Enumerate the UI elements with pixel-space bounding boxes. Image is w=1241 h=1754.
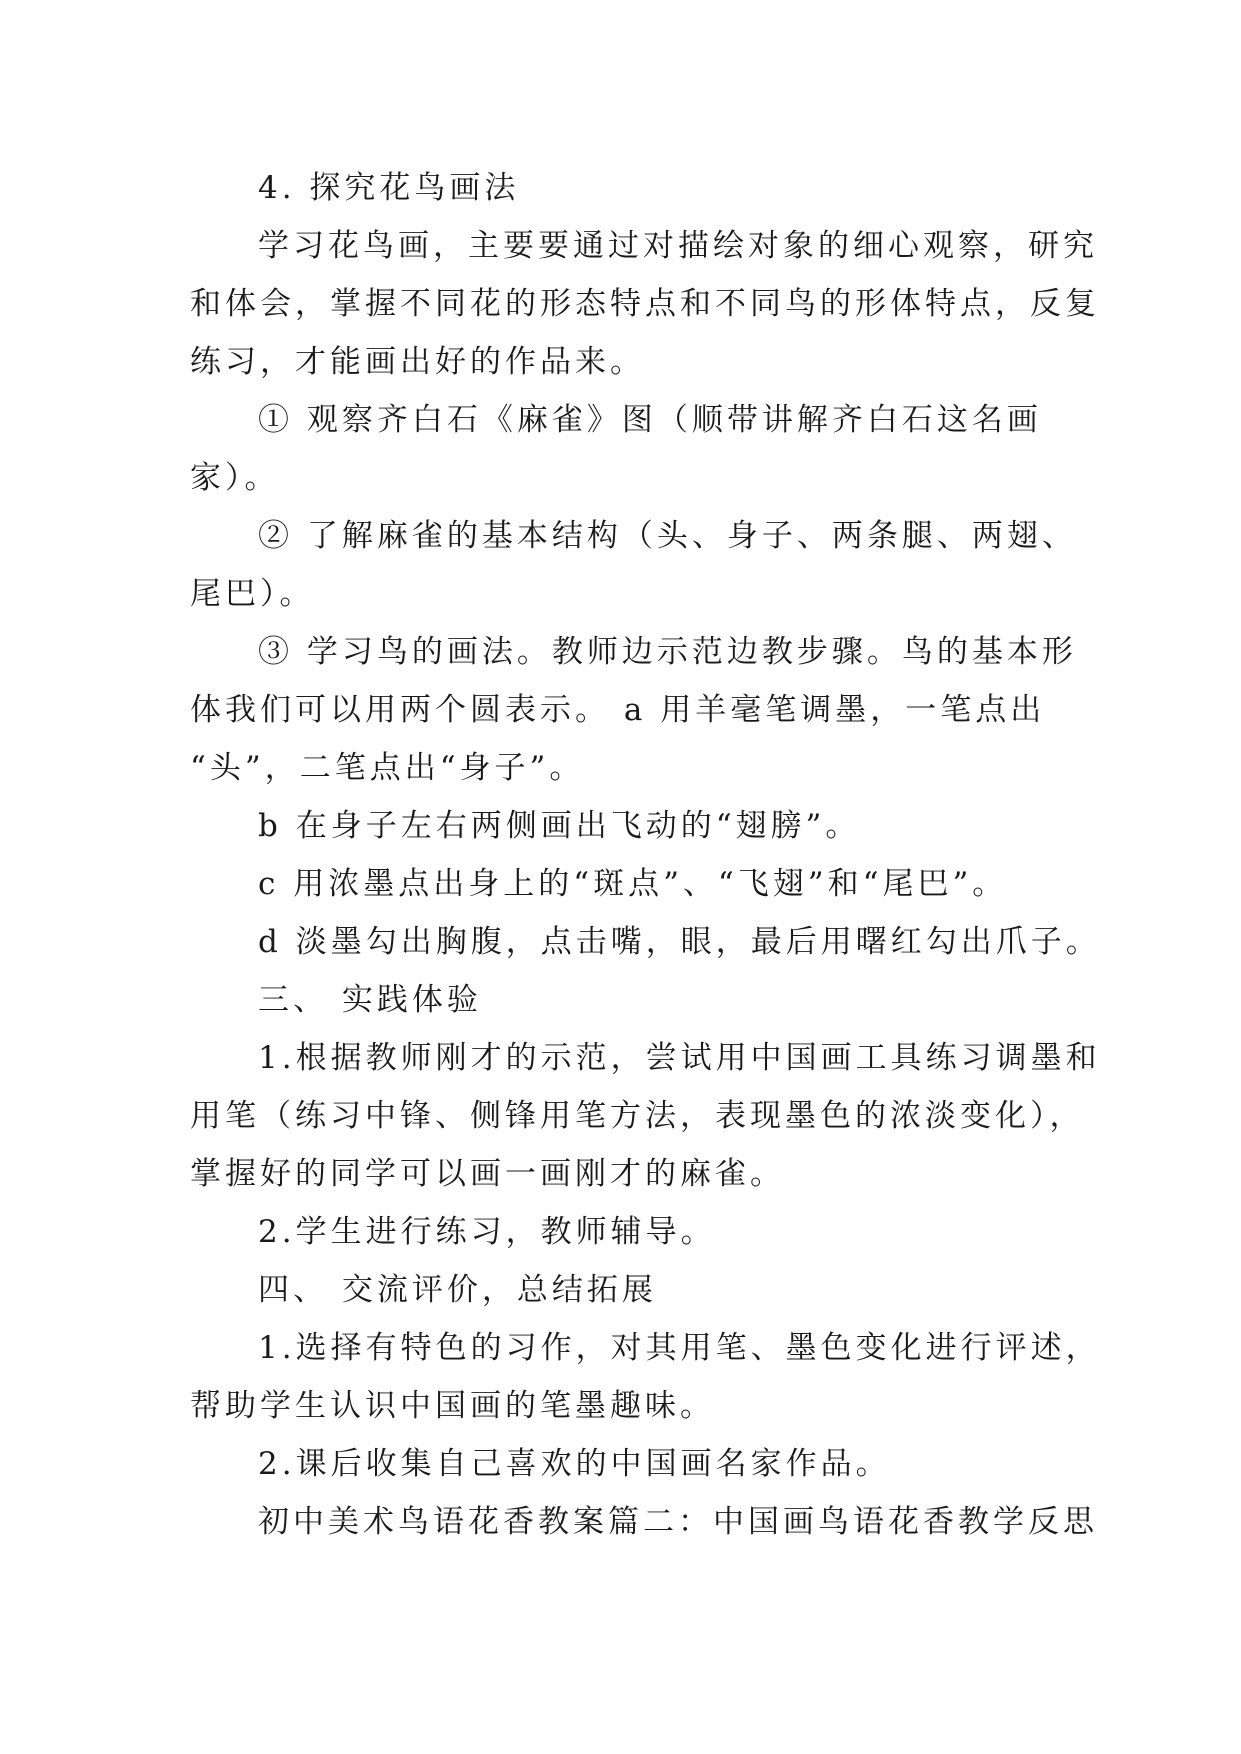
paragraph-line: 家）。 [190, 460, 280, 496]
list-item: 2.课后收集自己喜欢的中国画名家作品。 [258, 1446, 891, 1482]
paragraph-line: 和体会，掌握不同花的形态特点和不同鸟的形体特点，反复 [190, 286, 1100, 322]
list-item: ② 了解麻雀的基本结构（头、身子、两条腿、两翅、 [258, 518, 1077, 554]
paragraph-line: 用笔（练习中锋、侧锋用笔方法，表现墨色的浓淡变化）， [190, 1098, 1085, 1134]
paragraph-line: “头”，二笔点出“身子”。 [190, 750, 585, 786]
step-item: b 在身子左右两侧画出飞动的“翅膀”。 [258, 808, 861, 844]
list-item: ③ 学习鸟的画法。教师边示范边教步骤。鸟的基本形 [258, 634, 1077, 670]
list-item: 2.学生进行练习，教师辅导。 [258, 1214, 716, 1250]
paragraph-line: 体我们可以用两个圆表示。 a 用羊毫笔调墨，一笔点出 [190, 692, 1046, 728]
paragraph-line: 掌握好的同学可以画一画刚才的麻雀。 [190, 1156, 785, 1192]
paragraph-line: 练习，才能画出好的作品来。 [190, 344, 645, 380]
section-heading: 四、 交流评价，总结拓展 [258, 1272, 657, 1308]
list-item: 1.根据教师刚才的示范，尝试用中国画工具练习调墨和 [258, 1040, 1101, 1076]
list-item: ① 观察齐白石《麻雀》图（顺带讲解齐白石这名画 [258, 402, 1042, 438]
paragraph-line: 尾巴）。 [190, 576, 315, 612]
section-heading: 4. 探究花鸟画法 [258, 170, 520, 206]
section-heading: 三、 实践体验 [258, 982, 482, 1018]
article-title-line: 初中美术鸟语花香教案篇二：中国画鸟语花香教学反思 [258, 1504, 1098, 1540]
step-item: c 用浓墨点出身上的“斑点”、“飞翅”和“尾巴”。 [258, 866, 1008, 902]
step-item: d 淡墨勾出胸腹，点击嘴，眼，最后用曙红勾出爪子。 [258, 924, 1101, 960]
list-item: 1.选择有特色的习作，对其用笔、墨色变化进行评述， [258, 1330, 1101, 1366]
paragraph-line: 学习花鸟画，主要要通过对描绘对象的细心观察，研究 [258, 228, 1098, 264]
paragraph-line: 帮助学生认识中国画的笔墨趣味。 [190, 1388, 715, 1424]
